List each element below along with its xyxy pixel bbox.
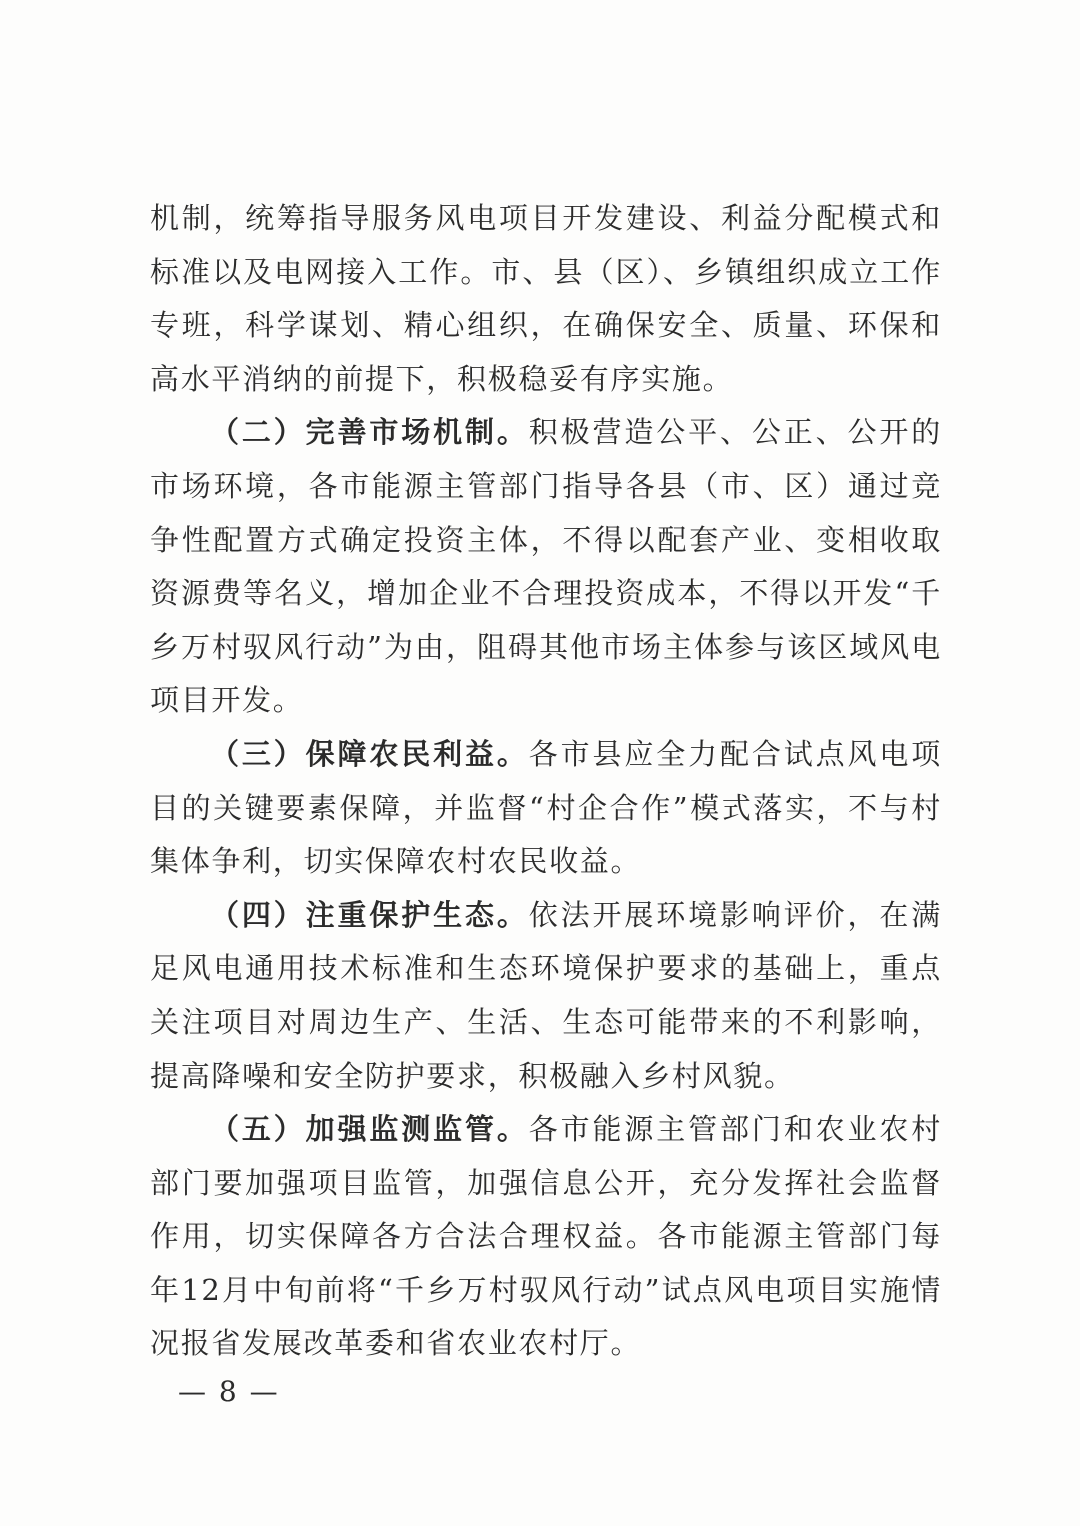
paragraph-ecology-protection (150, 889, 942, 1103)
paragraph-text: 各市能源主管部门和农业农村部门要加强项目监管，加强信息公开，充分发挥社会监督作用，切实保障各方合法合理权益。各市能源主管部门每年12月中旬前将“千乡万村驭风行动”试点风电项目实施情况报省发展改革委和省农业农村厅。 (150, 1112, 942, 1361)
section-heading: （二）完善市场机制。 (210, 415, 529, 450)
paragraph-text: 积极营造公平、公正、公开的市场环境，各市能源主管部门指导各县（市、区）通过竞争性配置方式确定投资主体，不得以配套产业、变相收取资源费等名义，增加企业不合理投资成本，不得以开发“千乡万村驭风行动”为由，阻碍其他市场主体参与该区域风电项目开发。 (150, 415, 942, 718)
section-heading: （四）注重保护生态。 (210, 897, 529, 932)
paragraph-text: 机制，统筹指导服务风电项目开发建设、利益分配模式和标准以及电网接入工作。市、县（区）、乡镇组织成立工作专班，科学谋划、精心组织，在确保安全、质量、环保和高水平消纳的前提下，积极稳妥有序实施。 (150, 201, 942, 396)
paragraph-text: 各市县应全力配合试点风电项目的关键要素保障，并监督“村企合作”模式落实，不与村集体争利，切实保障农村农民收益。 (150, 736, 942, 879)
section-heading: （五）加强监测监管。 (210, 1112, 529, 1147)
section-heading: （三）保障农民利益。 (210, 736, 529, 771)
paragraph-continuation (150, 192, 942, 406)
document-body (150, 192, 942, 1371)
page-number: — 8 — (178, 1375, 280, 1408)
paragraph-text: 依法开展环境影响评价，在满足风电通用技术标准和生态环境保护要求的基础上，重点关注项目对周边生产、生活、生态可能带来的不利影响，提高降噪和安全防护要求，积极融入乡村风貌。 (150, 897, 942, 1093)
paragraph-market-mechanism (150, 406, 942, 728)
paragraph-farmer-interests (150, 728, 942, 889)
paragraph-monitoring-supervision (150, 1103, 942, 1371)
